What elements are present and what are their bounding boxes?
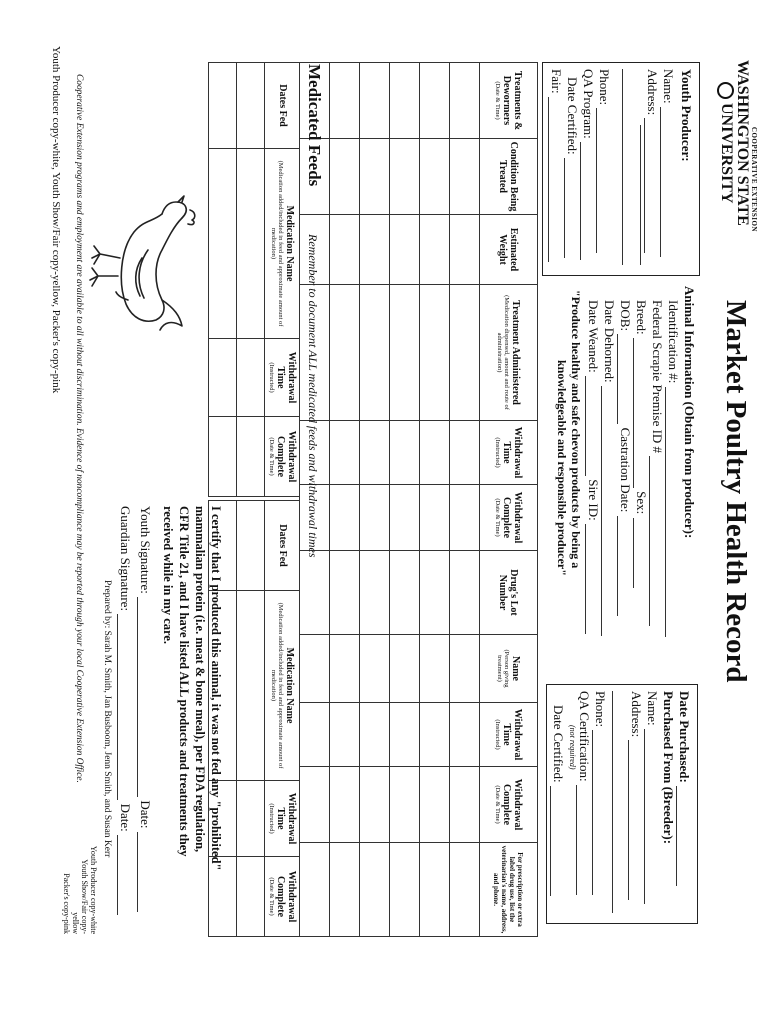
disclaimer: Cooperative Extension programs and employment are available to all without discrimination. Evidence of noncompliance may be reported through your local Cooperative Extension Office. (74, 74, 84, 783)
col-medication-name-2: Medication Name (Medication added/included in feed and approximate amount of medication) (265, 591, 300, 781)
breeder-name-field[interactable] (644, 729, 657, 904)
breeder-address-field[interactable] (628, 740, 641, 900)
dehorned-label: Date Dehorned: (602, 300, 617, 383)
producer-address-label: Address: (645, 69, 660, 116)
col-withdrawal-2: Withdrawal Time (Instructed) (480, 703, 538, 767)
producer-qa-label: QA Program: (581, 69, 596, 139)
col-dates-fed-2: Dates Fed (265, 501, 300, 591)
col-administered: Treatment Administered (Medication dispensed, amount and route of administration) (480, 285, 538, 421)
copies-footer: Youth Producer copy-white, Youth Show/Fair copy-yellow, Packer's copy-pink (50, 46, 62, 394)
sire-field[interactable] (585, 524, 598, 634)
col-withdrawal: Withdrawal Time (Instructed) (480, 421, 538, 485)
copies-note (62, 838, 98, 934)
not-required-note: (not required) (568, 725, 577, 770)
identification-field[interactable] (665, 387, 678, 637)
table-row[interactable] (450, 63, 480, 937)
sex-label: Sex: (634, 491, 649, 515)
producer-fair-label: Fair: (549, 69, 564, 94)
scrapie-label: Federal Scrapie Premise ID # (650, 300, 665, 454)
col-feed-complete-2: Withdrawal Complete (Date & Time) (265, 857, 300, 937)
date-purchased-field[interactable] (676, 786, 689, 886)
table-row[interactable] (237, 501, 265, 937)
col-complete: Withdrawal Complete (Date & Time) (480, 485, 538, 551)
youth-date-field[interactable] (137, 832, 150, 912)
medicated-heading: Medicated Feeds (305, 64, 324, 187)
table-row[interactable] (420, 63, 450, 937)
col-feed-complete: Withdrawal Complete (Date & Time) (265, 417, 300, 497)
wsu-logo (717, 60, 758, 250)
breed-label: Breed: (634, 300, 649, 335)
animal-info (542, 280, 698, 680)
breeder-phone-field[interactable] (592, 730, 605, 895)
youth-signature-label: Youth Signature: (138, 506, 153, 594)
table-row[interactable] (237, 63, 265, 497)
purchased-from-label: Purchased From (Breeder): (661, 691, 676, 845)
breeder-address-label: Address: (629, 691, 644, 738)
logo-line2: UNIVERSITY (718, 103, 735, 204)
col-treatments: Treatments & Dewormers (Date & Time) (480, 63, 538, 139)
qa-cert-label: QA Certification: (577, 691, 592, 782)
table-row[interactable] (360, 63, 390, 937)
logo-cooperative: COOPERATIVE EXTENSION (750, 126, 758, 232)
dob-field[interactable] (617, 334, 630, 424)
logo-line1: WASHINGTON STATE (734, 60, 751, 226)
chicken-illustration (64, 180, 204, 340)
producer-certified-label: Date Certified: (565, 77, 580, 155)
purchase-box (546, 684, 698, 924)
castration-label: Castration Date: (618, 427, 633, 513)
cert-line1: I certify that I produced this animal, it was not fed any "prohibited" (209, 506, 223, 871)
youth-date-label: Date: (138, 800, 153, 829)
producer-address-line2[interactable] (640, 125, 641, 265)
youth-producer-box (542, 62, 700, 276)
col-complete-2: Withdrawal Complete (Date & Time) (480, 767, 538, 843)
copy-yellow: Youth Show/Fair copy-yellow (71, 859, 89, 934)
copy-white: Youth Producer copy-white (89, 845, 98, 934)
table-row[interactable] (209, 63, 237, 497)
youth-signature-field[interactable] (137, 597, 150, 797)
producer-phone-field[interactable] (596, 108, 609, 253)
col-drug-lot: Drug's Lot Number (480, 551, 538, 635)
sire-label: Sire ID: (586, 479, 601, 521)
table-row[interactable] (390, 63, 420, 937)
page-title: Market Poultry Health Record (720, 300, 752, 683)
motto-line1: "Produce healthy and safe chevon products by being a (569, 290, 583, 569)
col-name: Name (Person giving treatment) (480, 635, 538, 703)
col-medication-name: Medication Name (Medication added/included in feed and approximate amount of medication) (265, 149, 300, 339)
prepared-by: Prepared by: Sarah M. Smith, Jan Busboom, Jenn Smith, and Susan Kerr (102, 580, 112, 858)
weaned-field[interactable] (585, 376, 598, 476)
table-row[interactable] (330, 63, 360, 937)
qa-cert-field[interactable] (576, 785, 589, 895)
weaned-label: Date Weaned: (586, 300, 601, 373)
producer-address-line3[interactable] (622, 69, 623, 265)
breeder-certified-label: Date Certified: (551, 705, 566, 783)
identification-label: Identification #: (666, 300, 681, 384)
copy-pink: Packer's copy-pink (62, 873, 71, 934)
motto-line2: knowledgeable and responsible producer" (555, 360, 569, 576)
treatments-table (299, 62, 538, 937)
producer-certified-field[interactable] (564, 158, 577, 258)
cert-line3: CFR Title 21, and I have listed ALL products and treatments they (177, 506, 191, 857)
certification (160, 506, 224, 936)
col-prescription: For prescription or extra label drug use, list the veterinarian's name, address, and phone. (480, 843, 538, 937)
logo-seal-icon (717, 82, 734, 99)
producer-name-label: Name: (661, 69, 676, 104)
breed-field[interactable] (633, 338, 646, 488)
medicated-feeds-table-left (209, 62, 301, 497)
guardian-date-field[interactable] (117, 835, 130, 915)
guardian-date-label: Date: (118, 803, 133, 832)
col-condition: Condition Being Treated (480, 139, 538, 215)
animal-heading: Animal Information (Obtain from producer): (682, 286, 697, 539)
producer-heading: Youth Producer: (679, 69, 694, 162)
col-weight: Estimated Weight (480, 215, 538, 285)
cert-line2: mammalian protein (i.e. meat & bone meal), per FDA regulation, (193, 506, 207, 853)
medicated-reminder: Remember to document ALL medicated feeds and withdrawal times (306, 234, 320, 558)
cert-line4: received while in my care. (161, 506, 175, 645)
date-purchased-label: Date Purchased: (677, 691, 692, 783)
producer-phone-label: Phone: (597, 69, 612, 106)
breeder-phone-label: Phone: (593, 691, 608, 728)
producer-fair-field[interactable] (548, 97, 561, 262)
col-dates-fed: Dates Fed (265, 63, 300, 149)
breeder-address-line2[interactable] (612, 691, 613, 913)
castration-field[interactable] (617, 516, 630, 616)
scrapie-field[interactable] (649, 456, 662, 626)
producer-qa-field[interactable] (580, 142, 593, 260)
breeder-name-label: Name: (645, 691, 660, 726)
guardian-signature-label: Guardian Signature: (118, 506, 133, 612)
producer-address-field[interactable] (644, 118, 657, 253)
col-feed-withdrawal-2: Withdrawal Time (Instructed) (265, 781, 300, 857)
dob-label: DOB: (618, 300, 633, 332)
breeder-certified-field[interactable] (550, 786, 563, 896)
col-feed-withdrawal: Withdrawal Time (Instructed) (265, 339, 300, 417)
sex-field[interactable] (633, 518, 646, 588)
guardian-signature-field[interactable] (117, 614, 130, 800)
producer-name-field[interactable] (660, 107, 673, 257)
dehorned-field[interactable] (601, 386, 614, 636)
